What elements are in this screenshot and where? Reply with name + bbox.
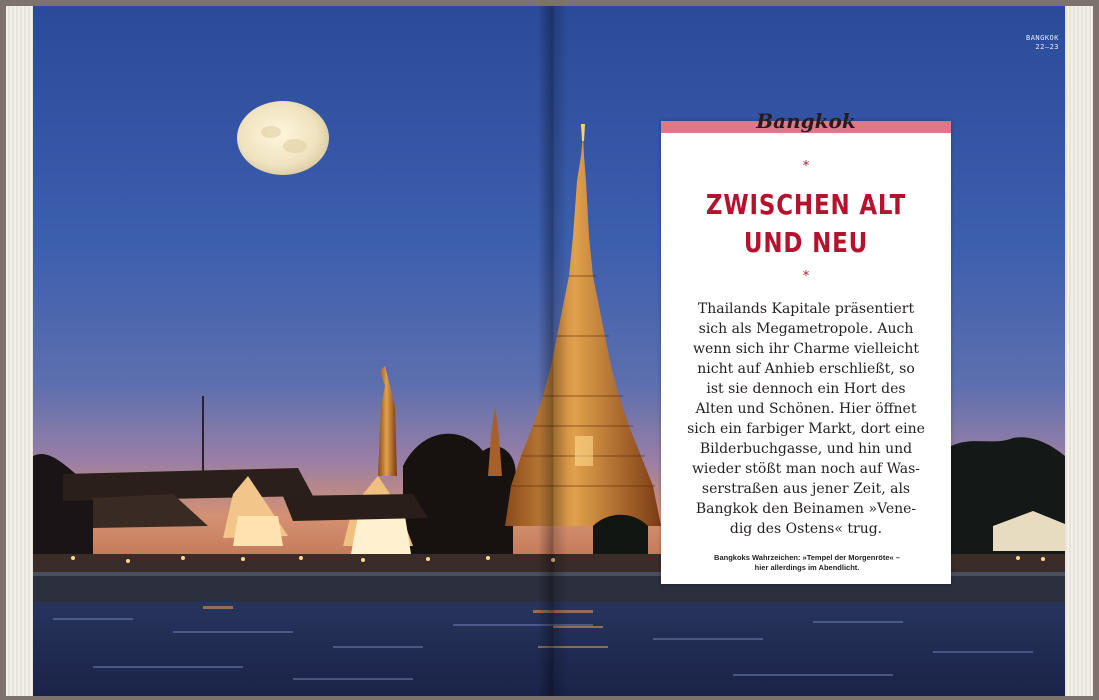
body-line: sich ein farbiger Markt, dort eine	[687, 421, 925, 437]
book-spread	[33, 6, 1065, 696]
caption-line-2: hier allerdings im Abendlicht.	[754, 563, 860, 572]
body-line: Bilderbuchgasse, und hin und	[699, 441, 913, 457]
page-edges-left	[6, 6, 34, 696]
body-line: dig des Ostens« trug.	[729, 521, 883, 537]
book-gutter	[538, 6, 568, 696]
running-head-section: BANGKOK	[1025, 34, 1059, 42]
body-text	[677, 299, 935, 539]
body-line: sich als Megametropole. Auch	[698, 321, 914, 337]
card-kicker: Bangkok	[756, 109, 856, 133]
body-line: serstraßen aus jener Zeit, als	[701, 481, 911, 497]
page-edges-right	[1063, 6, 1093, 696]
body-line: Bangkok den Beinamen »Vene-	[695, 501, 917, 517]
text-card	[661, 109, 951, 584]
body-line: wenn sich ihr Charme vielleicht	[692, 341, 919, 357]
headline	[687, 186, 925, 262]
body-line: ist sie dennoch ein Hort des	[706, 381, 906, 397]
star-ornament-top: *	[802, 159, 810, 174]
star-ornament-bottom: *	[802, 269, 810, 284]
body-line: nicht auf Anhieb erschließt, so	[697, 361, 915, 377]
photo-caption	[687, 553, 927, 573]
headline-line-1: ZWISCHEN ALT	[705, 188, 907, 221]
body-line: Thailands Kapitale präsentiert	[697, 301, 915, 317]
body-line: Alten und Schönen. Hier öffnet	[695, 401, 917, 417]
running-head	[1026, 34, 1059, 52]
body-line: wieder stößt man noch auf Was-	[691, 461, 921, 477]
page-numbers: 22–23	[1035, 43, 1059, 51]
headline-line-2: UND NEU	[743, 226, 869, 259]
caption-line-1: Bangkoks Wahrzeichen: »Tempel der Morgenröte« –	[714, 553, 900, 562]
